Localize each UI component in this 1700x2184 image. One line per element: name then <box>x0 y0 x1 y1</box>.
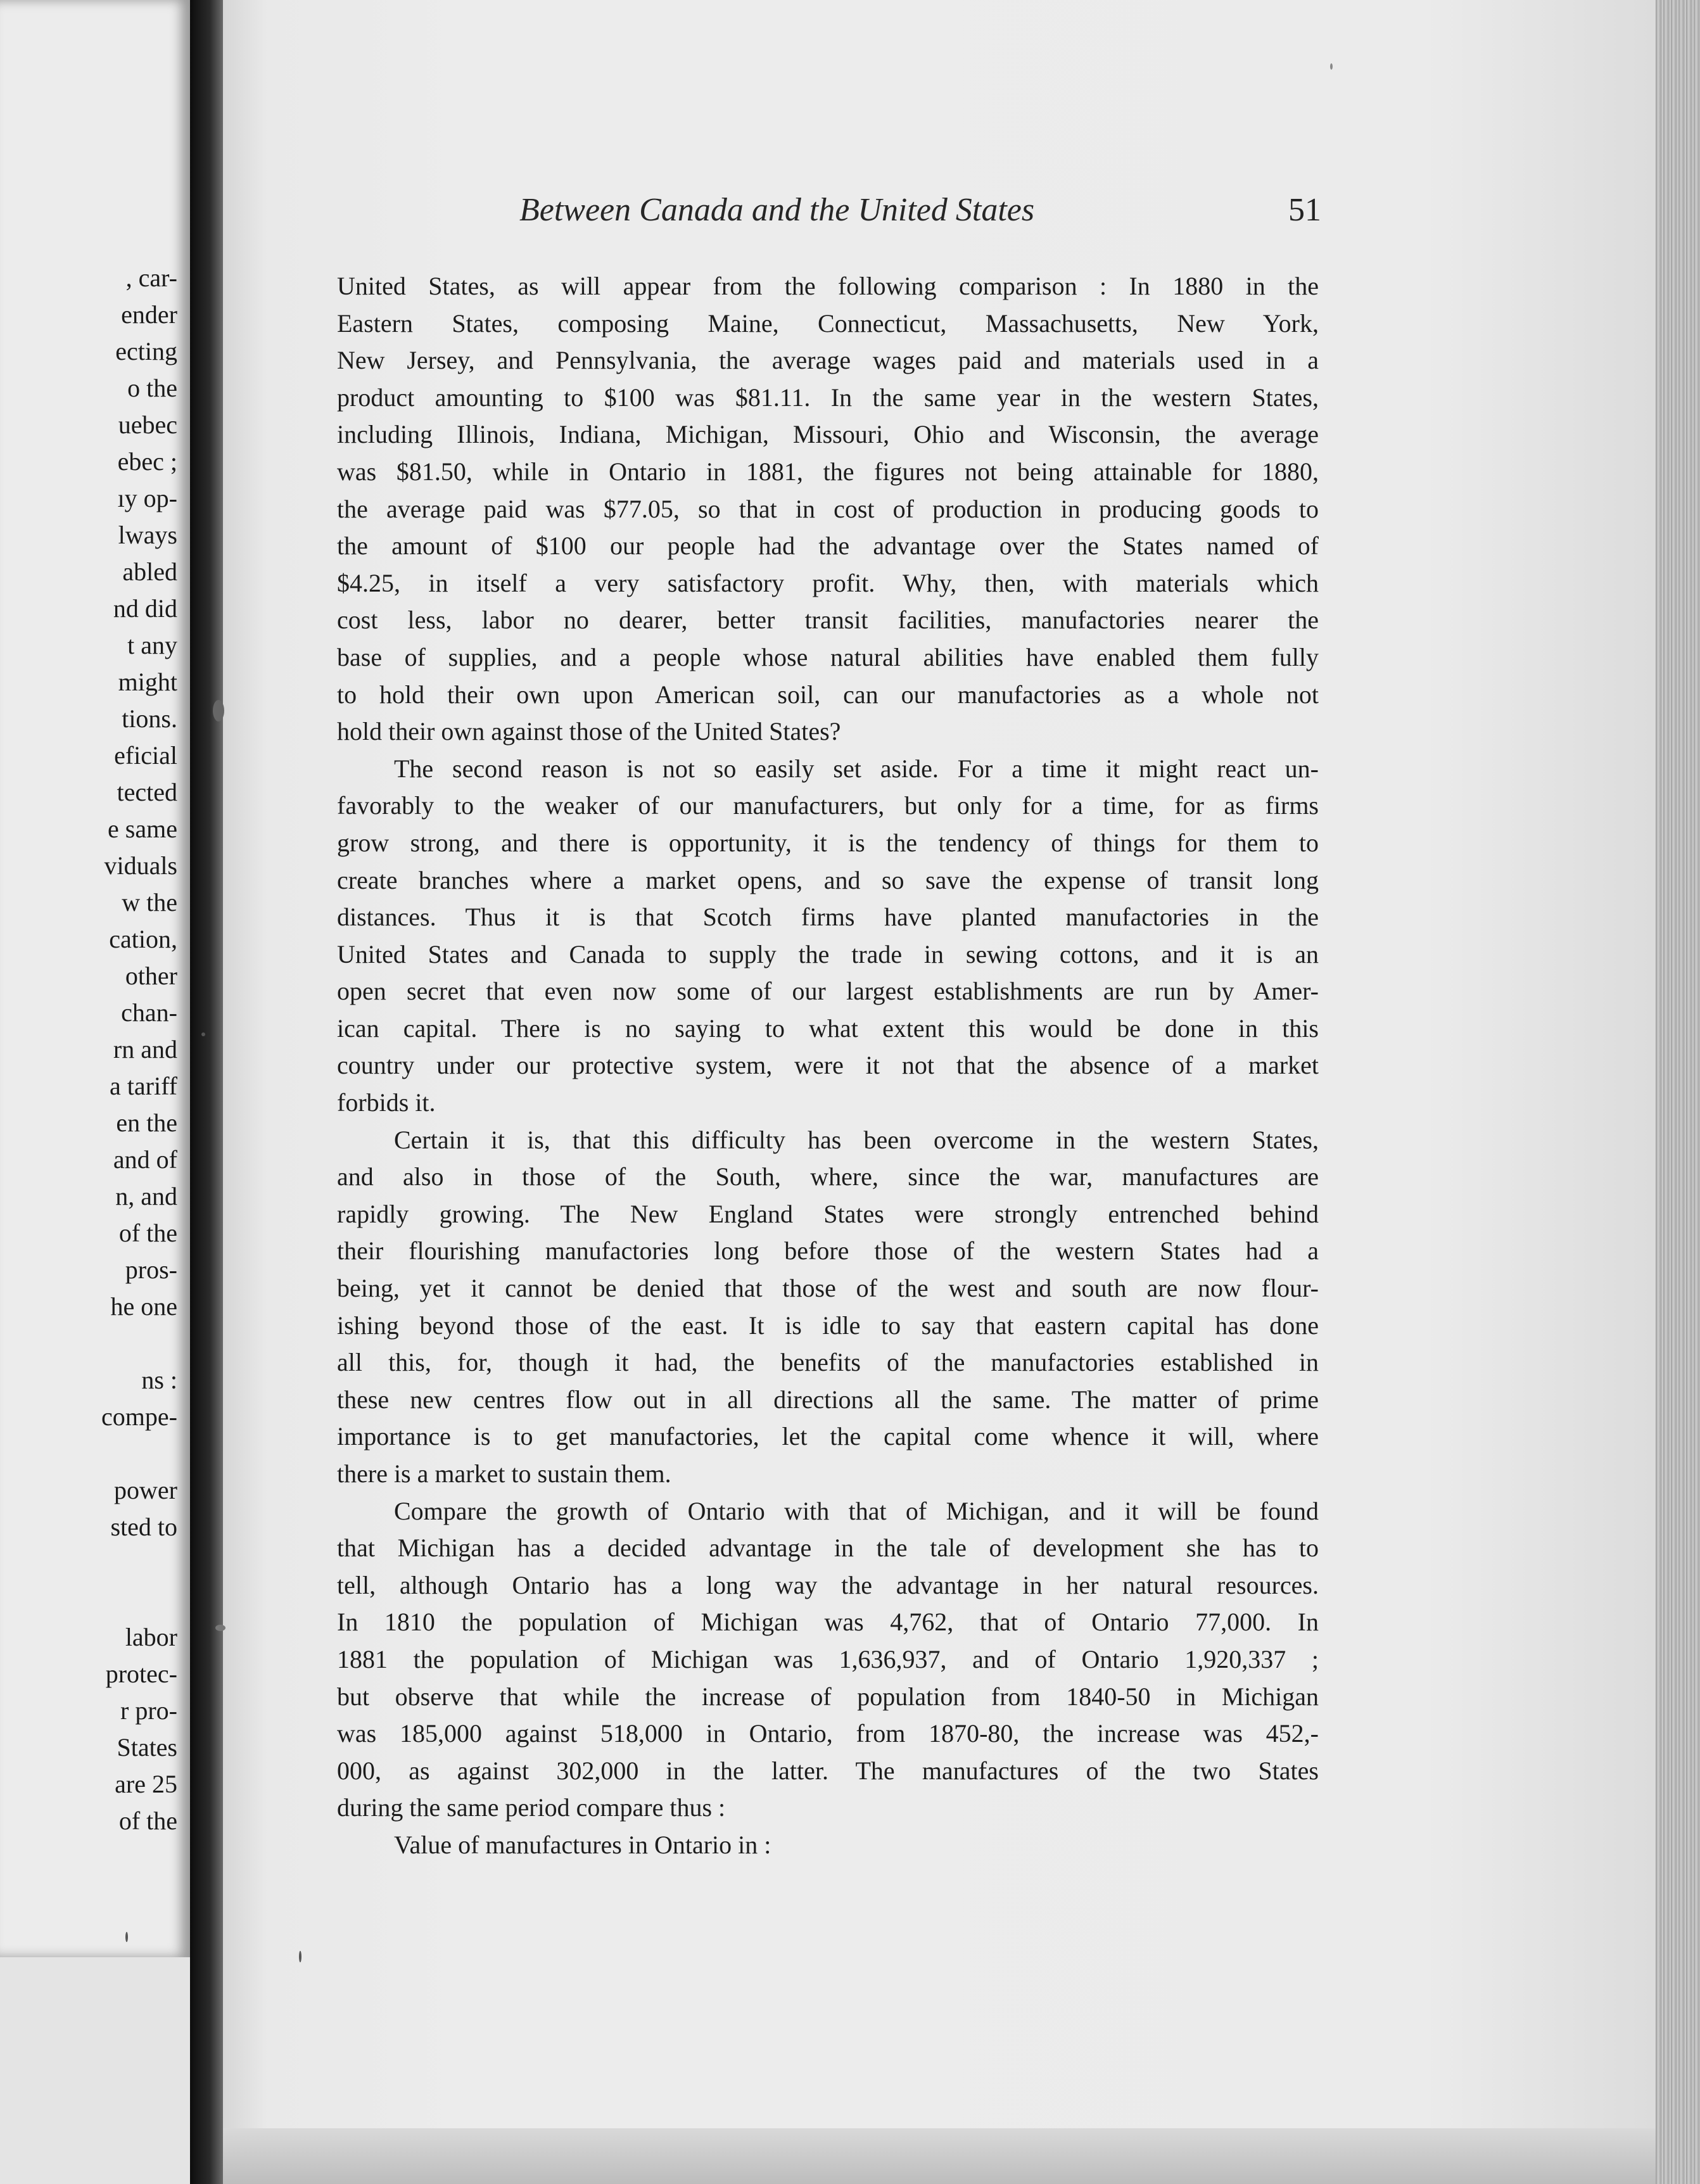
text-line: favorably to the weaker of our manufacturers, but only for a time, for as firms <box>337 791 1319 820</box>
previous-page-line: of the <box>118 1219 177 1247</box>
previous-page-line: protec- <box>105 1660 177 1688</box>
previous-page-line: abled <box>122 557 177 586</box>
text-line: cost less, labor no dearer, better transit facilities, manufactories nearer the <box>337 606 1319 635</box>
previous-page-line: viduals <box>104 851 177 880</box>
text-line: product amounting to $100 was $81.11. In the same year in the western States, <box>337 383 1319 412</box>
previous-page-line <box>0 1546 177 1582</box>
text-line: was $81.50, while in Ontario in 1881, the figures not being attainable for 1880, <box>337 457 1319 486</box>
body-text <box>337 268 1319 1864</box>
text-line: Value of manufactures in Ontario in : <box>394 1830 771 1859</box>
previous-page-line: uebec <box>118 410 177 439</box>
previous-page-line: cation, <box>109 925 177 953</box>
previous-page-line: o the <box>127 374 177 402</box>
previous-page-line: he one <box>110 1292 177 1321</box>
previous-page-line: of the <box>118 1806 177 1835</box>
page-stack-edge <box>1656 0 1700 2184</box>
previous-page-line: pros- <box>125 1255 177 1284</box>
previous-page-line: ender <box>121 300 177 329</box>
previous-page-line: compe- <box>101 1402 177 1431</box>
text-line: importance is to get manufactories, let the capital come whence it will, where <box>337 1422 1319 1451</box>
text-line: including Illinois, Indiana, Michigan, Missouri, Ohio and Wisconsin, the average <box>337 420 1319 449</box>
text-line: create branches where a market opens, and so save the expense of transit long <box>337 865 1319 894</box>
previous-page-line: e same <box>108 815 177 843</box>
text-line: ishing beyond those of the east. It is idle to say that eastern capital has done <box>337 1311 1319 1340</box>
previous-page-line: r pro- <box>120 1696 177 1725</box>
text-line: open secret that even now some of our largest establishments are run by Amer- <box>337 977 1319 1006</box>
margin-speck <box>201 1032 205 1036</box>
text-line: there is a market to sustain them. <box>337 1459 671 1488</box>
text-line: forbids it. <box>337 1088 436 1117</box>
text-line: being, yet it cannot be denied that those of the west and south are now flour- <box>337 1274 1319 1303</box>
previous-page-line: ebec ; <box>117 447 177 476</box>
text-line: 000, as against 302,000 in the latter. The manufactures of the two States <box>337 1756 1319 1785</box>
text-line: New Jersey, and Pennsylvania, the average wages paid and materials used in a <box>337 346 1319 375</box>
text-line: Compare the growth of Ontario with that of Michigan, and it will be found <box>394 1496 1319 1525</box>
text-line: Certain it is, that this difficulty has been overcome in the western States, <box>394 1125 1319 1154</box>
previous-page-line: sted to <box>110 1513 177 1541</box>
text-line: that Michigan has a decided advantage in the tale of development she has to <box>337 1533 1319 1563</box>
margin-speck <box>213 700 224 721</box>
previous-page-line: t any <box>127 631 177 659</box>
previous-page-line: en the <box>116 1108 177 1137</box>
margin-speck <box>1330 63 1333 70</box>
previous-page-line <box>0 1325 177 1362</box>
previous-page-line: ns : <box>141 1366 177 1394</box>
text-line: base of supplies, and a people whose natural abilities have enabled them fully <box>337 642 1319 671</box>
previous-page-line: are 25 <box>115 1770 177 1798</box>
margin-speck <box>215 1625 225 1631</box>
text-line: to hold their own upon American soil, can our manufactories as a whole not <box>337 680 1319 709</box>
text-line: United States, as will appear from the following comparison : In 1880 in the <box>337 272 1319 300</box>
text-line: The second reason is not so easily set aside. For a time it might react un- <box>394 754 1319 783</box>
text-line: the amount of $100 our people had the advantage over the States named of <box>337 531 1319 561</box>
text-line: 1881 the population of Michigan was 1,636,937, and of Ontario 1,920,337 ; <box>337 1644 1319 1673</box>
page-number: 51 <box>1288 192 1321 228</box>
text-line: In 1810 the population of Michigan was 4,762, that of Ontario 77,000. In <box>337 1608 1319 1637</box>
previous-page-line: eficial <box>114 741 177 770</box>
previous-page-line: might <box>118 668 177 696</box>
text-line: the average paid was $77.05, so that in cost of production in producing goods to <box>337 494 1319 523</box>
previous-page-line: States <box>117 1733 177 1762</box>
previous-page-line <box>0 1435 177 1472</box>
text-line: tell, although Ontario has a long way the advantage in her natural resources. <box>337 1570 1319 1599</box>
previous-page-line: ecting <box>115 337 177 365</box>
text-line: grow strong, and there is opportunity, it is the tendency of things for them to <box>337 828 1319 857</box>
page-bottom-edge <box>223 2128 1656 2184</box>
text-line: ican capital. There is no saying to what extent this would be done in this <box>337 1013 1319 1043</box>
previous-page-line: tions. <box>122 704 177 733</box>
book-gutter <box>190 0 223 2184</box>
text-line: was 185,000 against 518,000 in Ontario, from 1870-80, the increase was 452,- <box>337 1719 1319 1748</box>
previous-page <box>0 0 190 1957</box>
previous-page-line <box>0 1582 177 1619</box>
previous-page-line: labor <box>125 1623 177 1651</box>
previous-page-line: tected <box>117 778 177 806</box>
previous-page-line: lways <box>118 521 177 549</box>
previous-page-text <box>0 260 177 1839</box>
text-line: their flourishing manufactories long before those of the western States had a <box>337 1236 1319 1266</box>
previous-page-line: nd did <box>113 594 177 623</box>
text-line: country under our protective system, were it not that the absence of a market <box>337 1051 1319 1080</box>
text-line: during the same period compare thus : <box>337 1793 726 1822</box>
previous-page-line: other <box>125 962 177 990</box>
previous-page-line: , car- <box>125 263 177 292</box>
previous-page-line: and of <box>113 1145 177 1174</box>
previous-page-line: chan- <box>121 998 177 1027</box>
previous-page-line: n, and <box>115 1182 177 1210</box>
text-line: United States and Canada to supply the trade in sewing cottons, and it is an <box>337 939 1319 968</box>
text-line: these new centres flow out in all directions all the same. The matter of prime <box>337 1385 1319 1414</box>
previous-page-line: ıy op- <box>117 484 177 512</box>
text-line: and also in those of the South, where, since the war, manufactures are <box>337 1162 1319 1191</box>
text-line: hold their own against those of the United States? <box>337 717 841 746</box>
previous-page-line: rn and <box>113 1035 177 1063</box>
text-line: all this, for, though it had, the benefits of the manufactories established in <box>337 1348 1319 1377</box>
margin-speck <box>299 1951 301 1962</box>
text-line: rapidly growing. The New England States were strongly entrenched behind <box>337 1199 1319 1228</box>
text-line: Eastern States, composing Maine, Connecticut, Massachusetts, New York, <box>337 308 1319 338</box>
previous-page-line: w the <box>122 888 177 917</box>
previous-page-line: power <box>114 1476 177 1504</box>
running-head: Between Canada and the United States <box>519 192 1035 228</box>
text-line: but observe that while the increase of population from 1840-50 in Michigan <box>337 1682 1319 1711</box>
text-line: $4.25, in itself a very satisfactory profit. Why, then, with materials which <box>337 568 1319 597</box>
previous-page-line: a tariff <box>110 1072 177 1100</box>
text-line: distances. Thus it is that Scotch firms have planted manufactories in the <box>337 903 1319 932</box>
margin-speck <box>125 1932 128 1942</box>
